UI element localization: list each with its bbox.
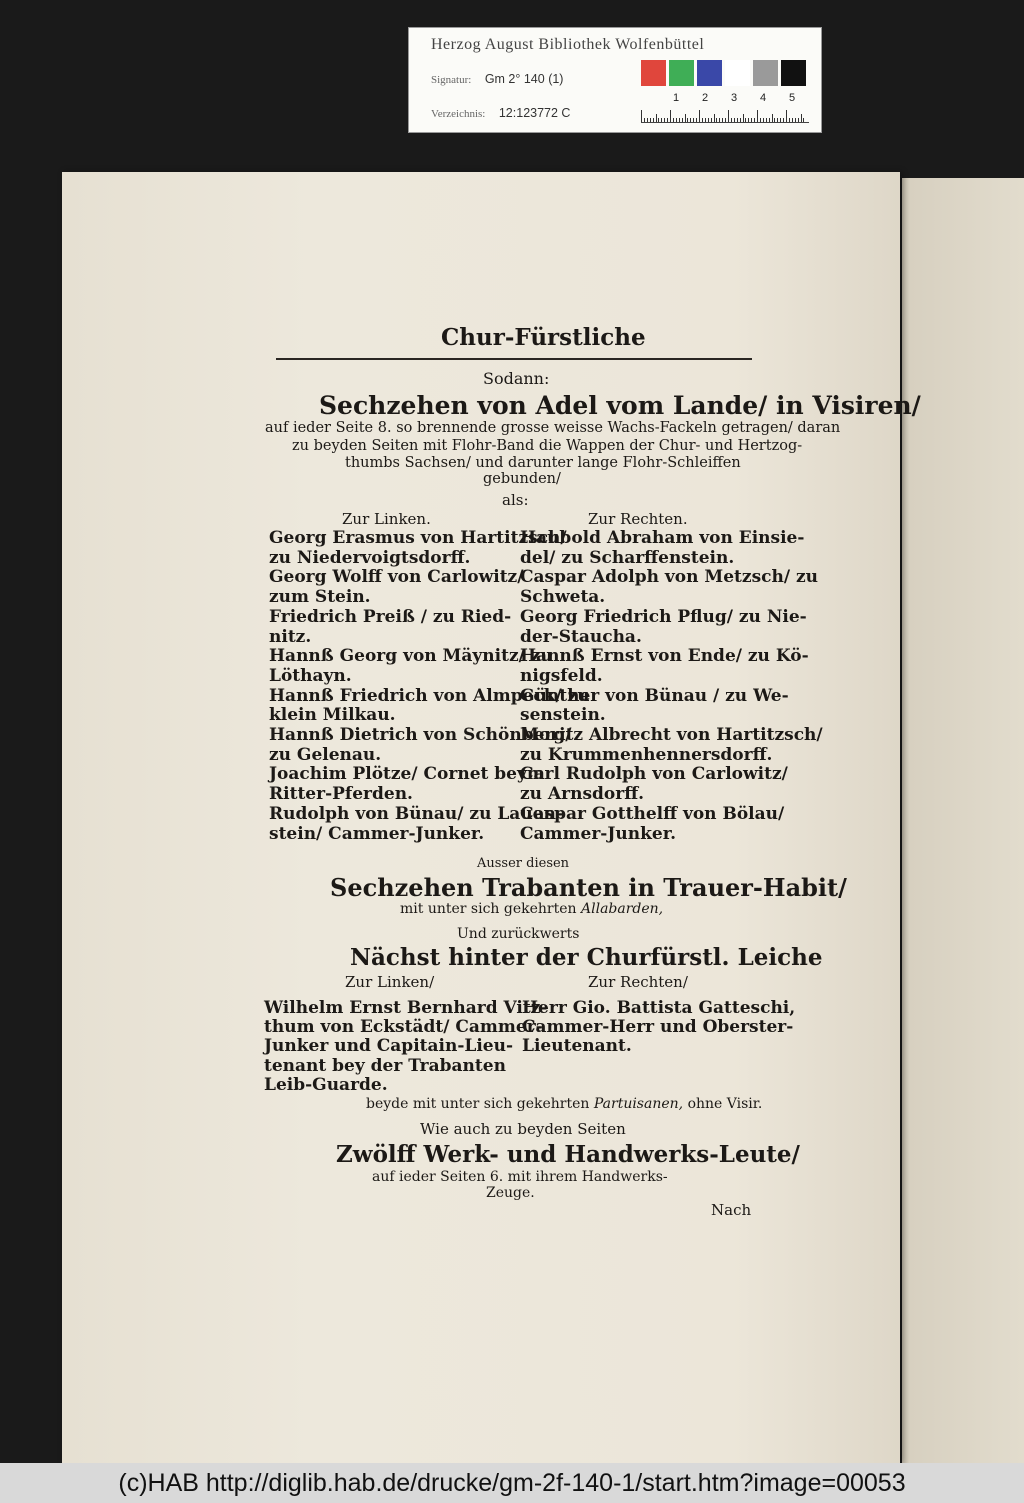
ruler-number: 5 <box>789 92 796 104</box>
text-line: Wilhelm Ernst Bernhard Vitz- <box>264 998 548 1018</box>
text-line: Günther von Bünau / zu We- <box>520 685 789 706</box>
text-line: Schweta. <box>520 587 606 608</box>
text-line: Löthayn. <box>269 665 352 686</box>
text-line: zu Arnsdorff. <box>520 784 645 805</box>
text-line: Cammer-Herr und Oberster- <box>522 1017 794 1038</box>
text-line: Caspar Adolph von Metzsch/ zu <box>520 567 818 588</box>
text-line: Hannß Ernst von Ende/ zu Kö- <box>520 646 809 667</box>
text-line: zu Niedervoigtsdorff. <box>269 547 471 568</box>
text-line: Carl Rudolph von Carlowitz/ <box>520 764 788 785</box>
text-line: zu Gelenau. <box>269 744 382 765</box>
beyde-italic: Partuisanen, <box>593 1096 684 1112</box>
mit-unter-line <box>400 902 663 916</box>
mit-unter-italic: Allabarden, <box>581 901 664 917</box>
text-line: Caspar Gotthelff von Bölau/ <box>520 803 785 824</box>
desc1-line: thumbs Sachsen/ und darunter lange Flohr-Schleiffen <box>345 455 741 471</box>
signature-value: Gm 2° 140 (1) <box>484 72 564 86</box>
text-line: Haubold Abraham von Einsie- <box>520 528 805 548</box>
text-line: nitz. <box>269 626 312 647</box>
sodann-line: Sodann: <box>483 369 550 388</box>
text-line: thum von Eckstädt/ Cammer- <box>264 1017 543 1038</box>
heading-sechzehen-adel: Sechzehen von Adel vom Lande/ in Visiren/ <box>319 391 921 420</box>
text-line: klein Milkau. <box>269 705 396 726</box>
text-line: Ritter-Pferden. <box>269 784 413 805</box>
ruler-number: 1 <box>673 92 680 104</box>
beyde-text: beyde mit unter sich gekehrten <box>366 1096 590 1112</box>
ruler-number: 4 <box>760 92 767 104</box>
heading-naechst: Nächst hinter der Churfürstl. Leiche <box>350 944 823 971</box>
text-line: Georg Friedrich Pflug/ zu Nie- <box>520 606 807 627</box>
header-rule <box>276 358 752 360</box>
text-line: Friedrich Preiß / zu Ried- <box>269 606 512 627</box>
text-line: Moritz Albrecht von Hartitzsch/ <box>520 725 823 745</box>
library-name: Herzog August Bibliothek Wolfenbüttel <box>431 36 705 53</box>
desc1-line: gebunden/ <box>483 471 561 487</box>
text-line: zu Krummenhennersdorff. <box>520 744 773 765</box>
text-line: del/ zu Scharffenstein. <box>520 547 735 568</box>
text-line: Joachim Plötze/ Cornet beym <box>269 764 545 785</box>
ruler-number: 2 <box>702 92 709 104</box>
text-line: senstein. <box>520 705 606 726</box>
ruler-number: 3 <box>731 92 738 104</box>
text-line: nigsfeld. <box>520 665 603 686</box>
desc4-line: auf ieder Seiten 6. mit ihrem Handwerks- <box>372 1169 668 1185</box>
text-line: Hannß Dietrich von Schönberg/ <box>269 725 572 745</box>
als-line: als: <box>502 491 529 509</box>
desc1-line: auf ieder Seite 8. so brennende grosse weisse Wachs-Fackeln getragen/ daran <box>265 420 841 436</box>
text-line: Lieutenant. <box>522 1036 632 1057</box>
heading-zwoelff: Zwölff Werk- und Handwerks-Leute/ <box>336 1141 800 1168</box>
text-line: der-Staucha. <box>520 626 642 647</box>
text-line: stein/ Cammer-Junker. <box>269 823 485 844</box>
catchword: Nach <box>711 1201 752 1219</box>
heading-trabanten: Sechzehen Trabanten in Trauer-Habit/ <box>330 873 847 902</box>
page-header: Chur-Fürstliche <box>441 324 646 351</box>
ausser-line: Ausser diesen <box>477 856 570 871</box>
text-line: Leib-Guarde. <box>264 1074 388 1095</box>
text-line: tenant bey der Trabanten <box>264 1055 506 1076</box>
text-line: Hannß Friedrich von Almpeck/ zu <box>269 685 590 706</box>
directory-key: Verzeichnis: <box>431 108 486 120</box>
text-line: zum Stein. <box>269 587 371 608</box>
und-zurueck-line: Und zurückwerts <box>457 926 580 942</box>
directory-value: 12:123772 C <box>498 106 571 120</box>
mit-unter-text: mit unter sich gekehrten <box>400 901 577 917</box>
text-line: Cammer-Junker. <box>520 823 677 844</box>
left-column-header: Zur Linken. <box>342 510 431 528</box>
wie-auch-line: Wie auch zu beyden Seiten <box>420 1120 626 1138</box>
text-line: Herr Gio. Battista Gatteschi, <box>522 998 796 1018</box>
footer-credit: (c)HAB http://diglib.hab.de/drucke/gm-2f-140-1/start.htm?image=00053 <box>0 1463 1024 1503</box>
desc1-line: zu beyden Seiten mit Flohr-Band die Wappen der Chur- und Hertzog- <box>292 438 803 454</box>
beyde-suffix: ohne Visir. <box>687 1096 763 1112</box>
beyde-line <box>366 1097 762 1111</box>
signature-key: Signatur: <box>431 74 472 86</box>
text-line: Georg Wolff von Carlowitz/ <box>269 567 524 588</box>
text-line: Junker und Capitain-Lieu- <box>264 1036 514 1057</box>
text-line: Georg Erasmus von Hartitzsch/ <box>269 528 567 548</box>
text-line: Hannß Georg von Mäynitz/ zu <box>269 646 553 667</box>
right-column-header: Zur Rechten. <box>588 510 688 528</box>
right-column-header-2: Zur Rechten/ <box>588 973 688 991</box>
left-column-header-2: Zur Linken/ <box>345 973 435 991</box>
desc4-line: Zeuge. <box>486 1185 535 1201</box>
text-line: Rudolph von Bünau/ zu Lauen- <box>269 803 563 824</box>
